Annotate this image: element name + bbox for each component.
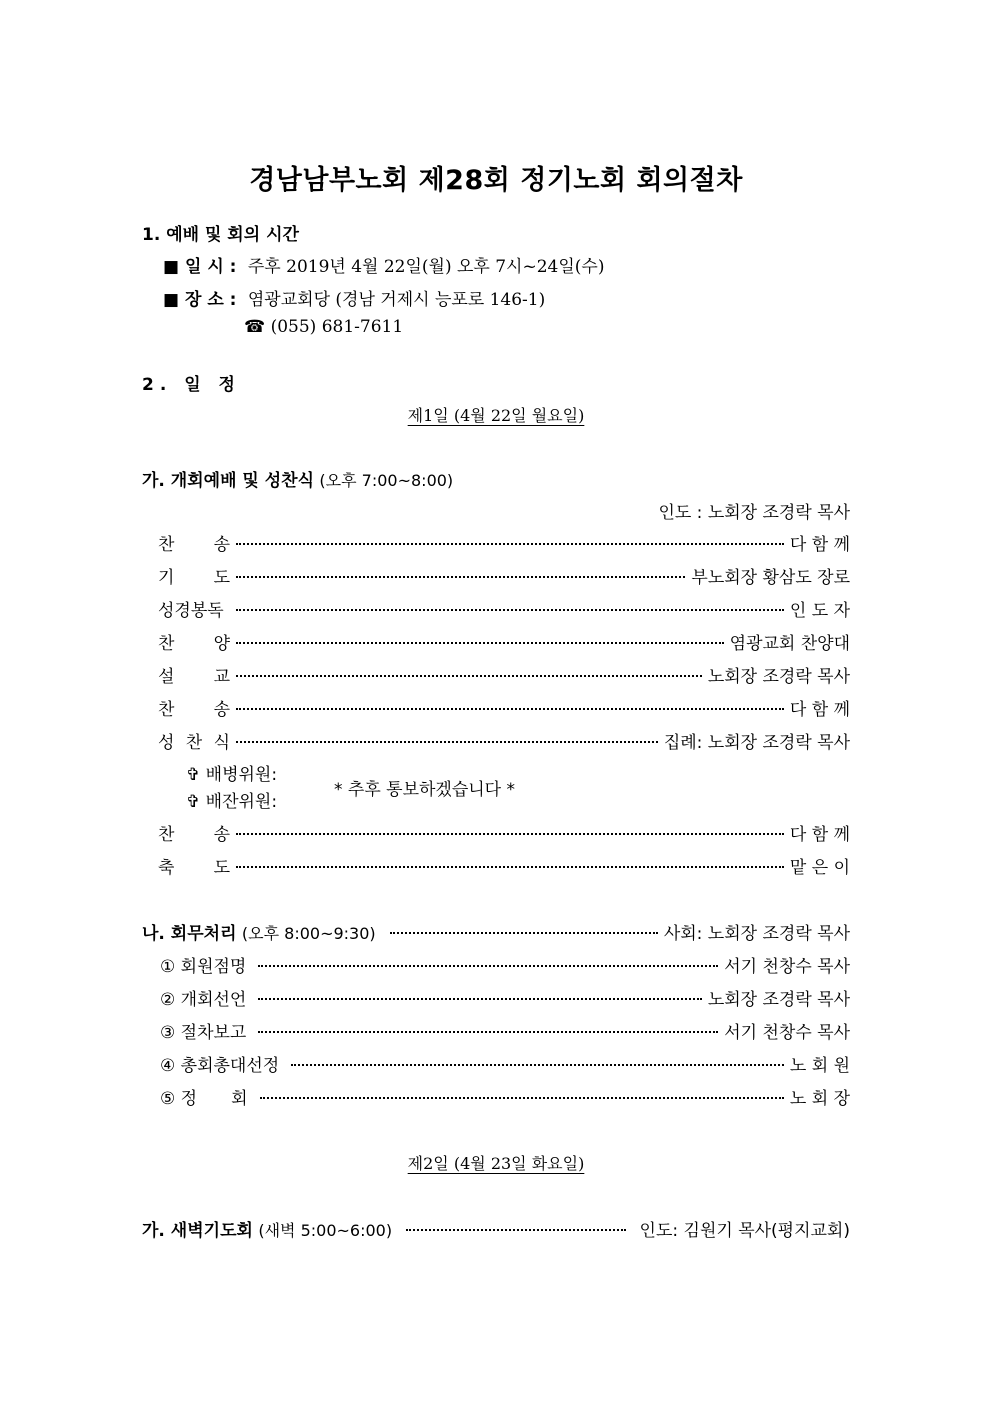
row-value: 인 도 자 (789, 601, 850, 621)
row-value: 다 함 께 (789, 535, 850, 555)
business-row-3 (160, 1018, 850, 1042)
dot-leader (390, 932, 658, 934)
place-label: ■ 장 소 : (163, 290, 237, 310)
dawn-heading-line (142, 1216, 392, 1241)
dot-leader (236, 675, 702, 677)
phone-number: ☎ (055) 681-7611 (244, 317, 404, 337)
worship-row-3 (158, 596, 850, 620)
row-value: 노회장 조경락 목사 (707, 667, 850, 687)
dot-leader (236, 543, 784, 545)
row-label: 찬 양 (158, 634, 230, 654)
dot-leader (236, 741, 658, 743)
row-label: 축 도 (158, 858, 230, 878)
place-value: 염광교회당 (경남 거제시 능포로 146-1) (247, 290, 546, 310)
row-label: 찬 송 (158, 825, 230, 845)
row-value: 집례: 노회장 조경락 목사 (663, 733, 850, 753)
section1-heading: 1. 예배 및 회의 시간 (142, 225, 299, 245)
business-row-5 (160, 1084, 850, 1108)
worship-row-7 (158, 728, 850, 752)
server-cup: ✞ 배잔위원: (186, 792, 278, 812)
servers-list (186, 762, 277, 816)
day1-heading (0, 403, 992, 426)
business-row-1 (160, 952, 850, 976)
servers-note: * 추후 통보하겠습니다 * (334, 780, 516, 800)
dot-leader (258, 1031, 718, 1033)
worship-heading: 가. 개회예배 및 성찬식 (142, 471, 315, 491)
worship-row-9 (158, 853, 850, 877)
worship-heading-line (142, 466, 453, 491)
worship-leader: 인도 : 노회장 조경락 목사 (658, 503, 850, 523)
day2-text: 제2일 (4월 23일 화요일) (407, 1154, 585, 1173)
dot-leader (236, 609, 784, 611)
business-time: (오후 8:00~9:30) (241, 924, 376, 943)
row-label: ② 개회선언 (160, 990, 247, 1010)
row-label: ① 회원점명 (160, 957, 247, 977)
dot-leader (258, 998, 701, 1000)
server-bread: ✞ 배병위원: (186, 765, 278, 785)
row-label: 찬 송 (158, 535, 230, 555)
row-label: 설 교 (158, 667, 230, 687)
row-label: 성 찬 식 (158, 733, 230, 753)
dot-leader (406, 1229, 625, 1231)
row-value: 서기 천창수 목사 (724, 957, 850, 977)
row-label: ⑤ 정 회 (160, 1089, 248, 1109)
row-value: 노 회 원 (789, 1056, 850, 1076)
dot-leader (258, 965, 718, 967)
section2-heading: 2. 일 정 (142, 375, 241, 395)
dot-leader (236, 642, 724, 644)
date-value: 주후 2019년 4월 22일(월) 오후 7시~24일(수) (247, 257, 605, 277)
worship-row-1 (158, 530, 850, 554)
row-value: 노 회 장 (789, 1089, 850, 1109)
date-line (163, 252, 604, 277)
business-heading-line (142, 919, 376, 944)
day1-text: 제1일 (4월 22일 월요일) (407, 406, 585, 425)
row-value: 염광교회 찬양대 (729, 634, 850, 654)
dot-leader (260, 1097, 784, 1099)
dot-leader (236, 833, 784, 835)
dot-leader (236, 576, 685, 578)
place-line (163, 285, 545, 310)
row-value: 서기 천창수 목사 (724, 1023, 850, 1043)
row-label: 성경봉독 (158, 601, 224, 621)
worship-time: (오후 7:00~8:00) (319, 471, 454, 490)
worship-row-6 (158, 695, 850, 719)
row-value: 노회장 조경락 목사 (707, 990, 850, 1010)
dawn-heading-row (142, 1216, 850, 1240)
row-value: 다 함 께 (789, 700, 850, 720)
document-title: 경남남부노회 제28회 정기노회 회의절차 (249, 165, 743, 196)
row-value: 맡 은 이 (789, 858, 850, 878)
business-leader: 사회: 노회장 조경락 목사 (663, 924, 850, 944)
business-heading-row (142, 919, 850, 943)
worship-row-4 (158, 629, 850, 653)
dawn-leader: 인도: 김원기 목사(평지교회) (639, 1221, 850, 1241)
dot-leader (236, 708, 784, 710)
dot-leader (236, 866, 784, 868)
business-row-2 (160, 985, 850, 1009)
dot-leader (291, 1064, 784, 1066)
worship-row-5 (158, 662, 850, 686)
row-value: 부노회장 황삼도 장로 (691, 568, 850, 588)
row-value: 다 함 께 (789, 825, 850, 845)
business-heading: 나. 회무처리 (142, 924, 237, 944)
row-label: 찬 송 (158, 700, 230, 720)
dawn-heading: 가. 새벽기도회 (142, 1221, 253, 1241)
business-row-4 (160, 1051, 850, 1075)
worship-row-2 (158, 563, 850, 587)
day2-heading (0, 1151, 992, 1174)
row-label: 기 도 (158, 568, 230, 588)
date-label: ■ 일 시 : (163, 257, 237, 277)
dawn-time: (새벽 5:00~6:00) (258, 1221, 393, 1240)
row-label: ④ 총회총대선정 (160, 1056, 280, 1076)
worship-row-8 (158, 820, 850, 844)
row-label: ③ 절차보고 (160, 1023, 247, 1043)
